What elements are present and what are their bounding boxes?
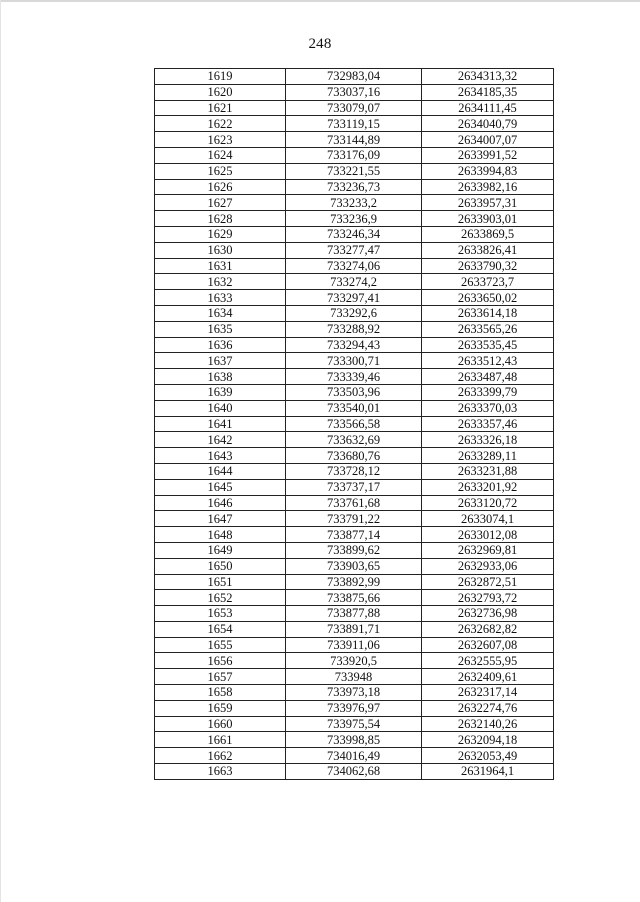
x-coordinate-cell: 733891,71: [286, 621, 422, 637]
table-row: [155, 669, 554, 685]
point-number-cell: 1624: [155, 147, 286, 163]
point-number-cell: 1645: [155, 479, 286, 495]
y-coordinate-cell: 2633994,83: [422, 163, 554, 179]
table-row: [155, 132, 554, 148]
point-number-cell: 1662: [155, 748, 286, 764]
point-number-cell: 1635: [155, 321, 286, 337]
y-coordinate-cell: 2633650,02: [422, 290, 554, 306]
point-number-cell: 1626: [155, 179, 286, 195]
x-coordinate-cell: 733998,85: [286, 732, 422, 748]
table-row: [155, 432, 554, 448]
point-number-cell: 1634: [155, 305, 286, 321]
y-coordinate-cell: 2632793,72: [422, 590, 554, 606]
table-row: [155, 226, 554, 242]
table-row: [155, 764, 554, 780]
y-coordinate-cell: 2634040,79: [422, 116, 554, 132]
y-coordinate-cell: 2632736,98: [422, 606, 554, 622]
table-row: [155, 274, 554, 290]
table-row: [155, 495, 554, 511]
x-coordinate-cell: 733236,73: [286, 179, 422, 195]
y-coordinate-cell: 2634313,32: [422, 69, 554, 85]
y-coordinate-cell: 2632969,81: [422, 542, 554, 558]
table-row: [155, 621, 554, 637]
x-coordinate-cell: 733877,88: [286, 606, 422, 622]
point-number-cell: 1630: [155, 242, 286, 258]
x-coordinate-cell: 733975,54: [286, 716, 422, 732]
table-row: [155, 574, 554, 590]
table-row: [155, 416, 554, 432]
x-coordinate-cell: 734062,68: [286, 764, 422, 780]
table-row: [155, 448, 554, 464]
table-row: [155, 637, 554, 653]
y-coordinate-cell: 2632094,18: [422, 732, 554, 748]
table-row: [155, 685, 554, 701]
y-coordinate-cell: 2633074,1: [422, 511, 554, 527]
table-row: [155, 353, 554, 369]
x-coordinate-cell: 733176,09: [286, 147, 422, 163]
table-row: [155, 147, 554, 163]
point-number-cell: 1641: [155, 416, 286, 432]
x-coordinate-cell: 733903,65: [286, 558, 422, 574]
y-coordinate-cell: 2632317,14: [422, 685, 554, 701]
x-coordinate-cell: 733911,06: [286, 637, 422, 653]
x-coordinate-cell: 733221,55: [286, 163, 422, 179]
y-coordinate-cell: 2632140,26: [422, 716, 554, 732]
y-coordinate-cell: 2633512,43: [422, 353, 554, 369]
point-number-cell: 1629: [155, 226, 286, 242]
y-coordinate-cell: 2633535,45: [422, 337, 554, 353]
table-row: [155, 305, 554, 321]
x-coordinate-cell: 733566,58: [286, 416, 422, 432]
point-number-cell: 1652: [155, 590, 286, 606]
point-number-cell: 1644: [155, 463, 286, 479]
table-row: [155, 321, 554, 337]
table-row: [155, 337, 554, 353]
point-number-cell: 1647: [155, 511, 286, 527]
y-coordinate-cell: 2634007,07: [422, 132, 554, 148]
y-coordinate-cell: 2634185,35: [422, 84, 554, 100]
y-coordinate-cell: 2632555,95: [422, 653, 554, 669]
x-coordinate-cell: 733288,92: [286, 321, 422, 337]
x-coordinate-cell: 733632,69: [286, 432, 422, 448]
point-number-cell: 1654: [155, 621, 286, 637]
y-coordinate-cell: 2633723,7: [422, 274, 554, 290]
table-row: [155, 84, 554, 100]
x-coordinate-cell: 733948: [286, 669, 422, 685]
x-coordinate-cell: 733976,97: [286, 700, 422, 716]
table-row: [155, 511, 554, 527]
x-coordinate-cell: 733920,5: [286, 653, 422, 669]
point-number-cell: 1657: [155, 669, 286, 685]
scan-edge-left: [0, 0, 1, 902]
table-row: [155, 732, 554, 748]
scan-edge-top: [0, 0, 640, 2]
y-coordinate-cell: 2633357,46: [422, 416, 554, 432]
table-row: [155, 242, 554, 258]
x-coordinate-cell: 733277,47: [286, 242, 422, 258]
y-coordinate-cell: 2633231,88: [422, 463, 554, 479]
y-coordinate-cell: 2633903,01: [422, 211, 554, 227]
point-number-cell: 1659: [155, 700, 286, 716]
table-row: [155, 653, 554, 669]
point-number-cell: 1661: [155, 732, 286, 748]
x-coordinate-cell: 733761,68: [286, 495, 422, 511]
table-row: [155, 558, 554, 574]
y-coordinate-cell: 2633790,32: [422, 258, 554, 274]
table-row: [155, 716, 554, 732]
x-coordinate-cell: 733294,43: [286, 337, 422, 353]
x-coordinate-cell: 733274,06: [286, 258, 422, 274]
point-number-cell: 1650: [155, 558, 286, 574]
point-number-cell: 1646: [155, 495, 286, 511]
point-number-cell: 1658: [155, 685, 286, 701]
x-coordinate-cell: 733875,66: [286, 590, 422, 606]
x-coordinate-cell: 733339,46: [286, 369, 422, 385]
y-coordinate-cell: 2632053,49: [422, 748, 554, 764]
x-coordinate-cell: 733973,18: [286, 685, 422, 701]
x-coordinate-cell: 733737,17: [286, 479, 422, 495]
point-number-cell: 1621: [155, 100, 286, 116]
x-coordinate-cell: 733899,62: [286, 542, 422, 558]
y-coordinate-cell: 2631964,1: [422, 764, 554, 780]
x-coordinate-cell: 733503,96: [286, 384, 422, 400]
y-coordinate-cell: 2632274,76: [422, 700, 554, 716]
y-coordinate-cell: 2632409,61: [422, 669, 554, 685]
y-coordinate-cell: 2633991,52: [422, 147, 554, 163]
point-number-cell: 1639: [155, 384, 286, 400]
x-coordinate-cell: 733728,12: [286, 463, 422, 479]
x-coordinate-cell: 733791,22: [286, 511, 422, 527]
x-coordinate-cell: 733297,41: [286, 290, 422, 306]
y-coordinate-cell: 2633120,72: [422, 495, 554, 511]
point-number-cell: 1640: [155, 400, 286, 416]
coordinates-table-body: [155, 69, 554, 780]
x-coordinate-cell: 734016,49: [286, 748, 422, 764]
table-row: [155, 400, 554, 416]
point-number-cell: 1642: [155, 432, 286, 448]
point-number-cell: 1627: [155, 195, 286, 211]
x-coordinate-cell: 733079,07: [286, 100, 422, 116]
x-coordinate-cell: 733144,89: [286, 132, 422, 148]
table-row: [155, 463, 554, 479]
y-coordinate-cell: 2634111,45: [422, 100, 554, 116]
y-coordinate-cell: 2633869,5: [422, 226, 554, 242]
coordinates-table: [154, 68, 554, 780]
point-number-cell: 1638: [155, 369, 286, 385]
y-coordinate-cell: 2632682,82: [422, 621, 554, 637]
table-row: [155, 258, 554, 274]
y-coordinate-cell: 2632607,08: [422, 637, 554, 653]
table-row: [155, 700, 554, 716]
table-row: [155, 69, 554, 85]
point-number-cell: 1651: [155, 574, 286, 590]
point-number-cell: 1655: [155, 637, 286, 653]
point-number-cell: 1648: [155, 527, 286, 543]
point-number-cell: 1643: [155, 448, 286, 464]
point-number-cell: 1628: [155, 211, 286, 227]
point-number-cell: 1632: [155, 274, 286, 290]
y-coordinate-cell: 2633399,79: [422, 384, 554, 400]
x-coordinate-cell: 733892,99: [286, 574, 422, 590]
y-coordinate-cell: 2632933,06: [422, 558, 554, 574]
point-number-cell: 1637: [155, 353, 286, 369]
point-number-cell: 1660: [155, 716, 286, 732]
point-number-cell: 1622: [155, 116, 286, 132]
y-coordinate-cell: 2632872,51: [422, 574, 554, 590]
table-row: [155, 384, 554, 400]
x-coordinate-cell: 733274,2: [286, 274, 422, 290]
x-coordinate-cell: 733877,14: [286, 527, 422, 543]
y-coordinate-cell: 2633326,18: [422, 432, 554, 448]
y-coordinate-cell: 2633370,03: [422, 400, 554, 416]
table-row: [155, 606, 554, 622]
point-number-cell: 1631: [155, 258, 286, 274]
point-number-cell: 1633: [155, 290, 286, 306]
y-coordinate-cell: 2633957,31: [422, 195, 554, 211]
table-row: [155, 195, 554, 211]
table-row: [155, 369, 554, 385]
y-coordinate-cell: 2633565,26: [422, 321, 554, 337]
point-number-cell: 1619: [155, 69, 286, 85]
table-row: [155, 527, 554, 543]
x-coordinate-cell: 733540,01: [286, 400, 422, 416]
x-coordinate-cell: 733680,76: [286, 448, 422, 464]
x-coordinate-cell: 733300,71: [286, 353, 422, 369]
point-number-cell: 1625: [155, 163, 286, 179]
table-row: [155, 211, 554, 227]
point-number-cell: 1656: [155, 653, 286, 669]
x-coordinate-cell: 733233,2: [286, 195, 422, 211]
x-coordinate-cell: 733037,16: [286, 84, 422, 100]
y-coordinate-cell: 2633289,11: [422, 448, 554, 464]
table-row: [155, 479, 554, 495]
y-coordinate-cell: 2633826,41: [422, 242, 554, 258]
point-number-cell: 1649: [155, 542, 286, 558]
y-coordinate-cell: 2633982,16: [422, 179, 554, 195]
table-row: [155, 163, 554, 179]
x-coordinate-cell: 733236,9: [286, 211, 422, 227]
table-row: [155, 116, 554, 132]
point-number-cell: 1663: [155, 764, 286, 780]
y-coordinate-cell: 2633201,92: [422, 479, 554, 495]
y-coordinate-cell: 2633487,48: [422, 369, 554, 385]
point-number-cell: 1623: [155, 132, 286, 148]
point-number-cell: 1653: [155, 606, 286, 622]
point-number-cell: 1620: [155, 84, 286, 100]
table-row: [155, 100, 554, 116]
point-number-cell: 1636: [155, 337, 286, 353]
x-coordinate-cell: 733246,34: [286, 226, 422, 242]
table-row: [155, 748, 554, 764]
table-row: [155, 590, 554, 606]
table-row: [155, 179, 554, 195]
x-coordinate-cell: 733119,15: [286, 116, 422, 132]
page-number: 248: [308, 36, 332, 52]
x-coordinate-cell: 733292,6: [286, 305, 422, 321]
table-row: [155, 542, 554, 558]
table-row: [155, 290, 554, 306]
x-coordinate-cell: 732983,04: [286, 69, 422, 85]
y-coordinate-cell: 2633614,18: [422, 305, 554, 321]
y-coordinate-cell: 2633012,08: [422, 527, 554, 543]
